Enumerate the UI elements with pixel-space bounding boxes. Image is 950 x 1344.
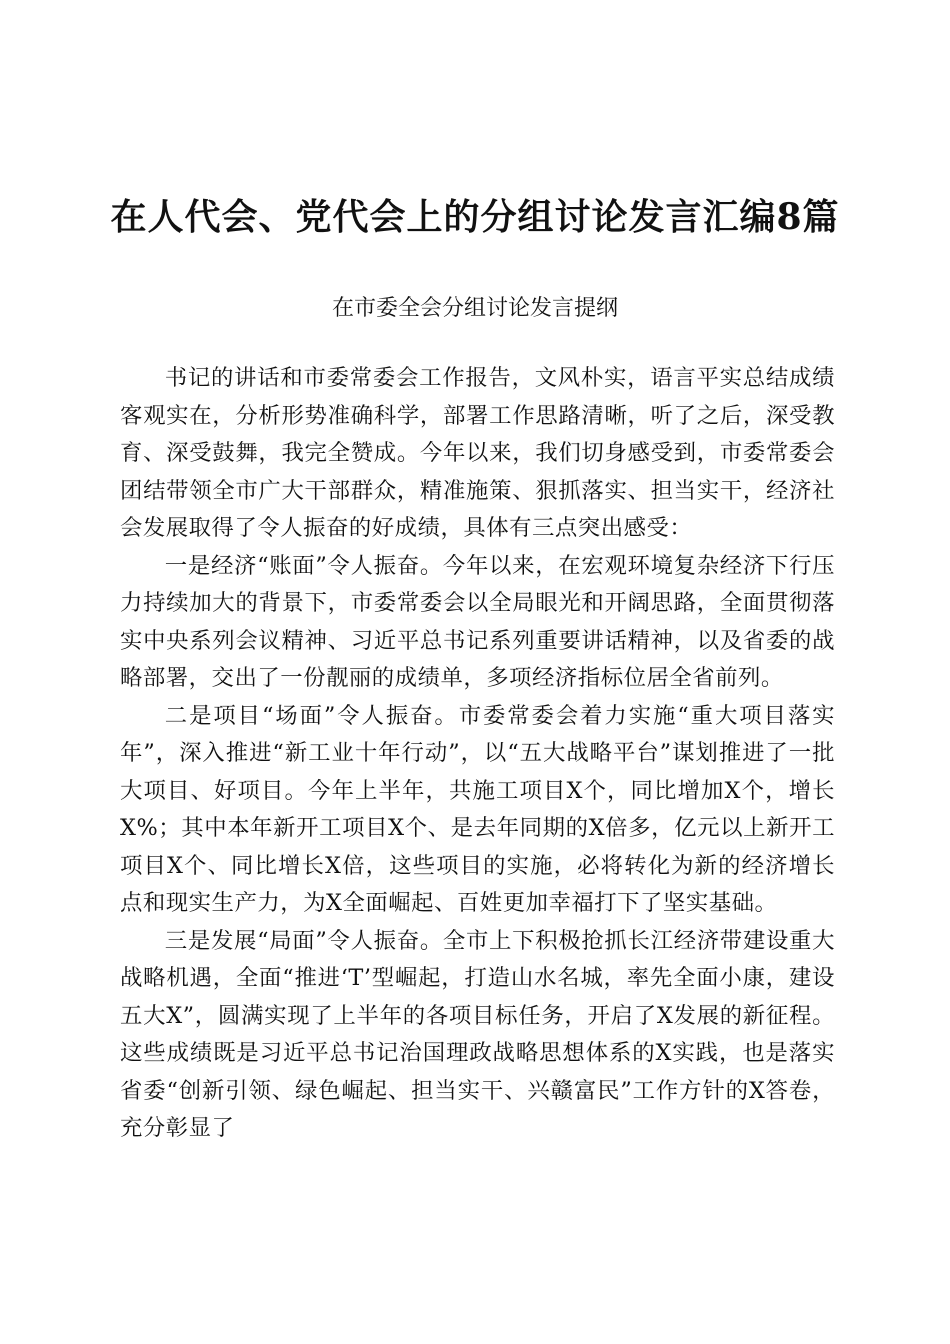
paragraph-development: 三是发展“局面”令人振奋。全市上下积极抢抓长江经济带建设重大战略机遇，全面“推进‘T’型崛起，打造山水名城，率先全面小康，建设五大X”，圆满实现了上半年的各项目标任务，开启了X发展的新征程。这些成绩既是习近平总书记治国理政战略思想体系的X实践，也是落实省委“创新引领、绿色崛起、担当实干、兴赣富民”工作方针的X答卷，充分彰显了 [120, 927, 835, 1141]
paragraph-intro: 书记的讲话和市委常委会工作报告，文风朴实，语言平实总结成绩客观实在，分析形势准确科学，部署工作思路清晰，听了之后，深受教育、深受鼓舞，我完全赞成。今年以来，我们切身感受到，市委常委会团结带领全市广大干部群众，精准施策、狠抓落实、担当实干，经济社会发展取得了令人振奋的好成绩，具体有三点突出感受： [120, 365, 835, 541]
document-body [120, 360, 835, 1148]
paragraph-economy: 一是经济“账面”令人振奋。今年以来，在宏观环境复杂经济下行压力持续加大的背景下，市委常委会以全局眼光和开阔思路，全面贯彻落实中央系列会议精神、习近平总书记系列重要讲话精神，以及省委的战略部署，交出了一份靓丽的成绩单，多项经济指标位居全省前列。 [120, 552, 835, 691]
document-title: 在人代会、党代会上的分组讨论发言汇编8篇 [110, 196, 840, 238]
paragraph-projects: 二是项目“场面”令人振奋。市委常委会着力实施“重大项目落实年”，深入推进“新工业十年行动”，以“五大战略平台”谋划推进了一批大项目、好项目。今年上半年，共施工项目X个，同比增加X个，增长X%；其中本年新开工项目X个、是去年同期的X倍多，亿元以上新开工项目X个、同比增长X倍，这些项目的实施，必将转化为新的经济增长点和现实生产力，为X全面崛起、百姓更加幸福打下了坚实基础。 [120, 702, 835, 916]
document-subtitle: 在市委全会分组讨论发言提纲 [331, 296, 618, 321]
